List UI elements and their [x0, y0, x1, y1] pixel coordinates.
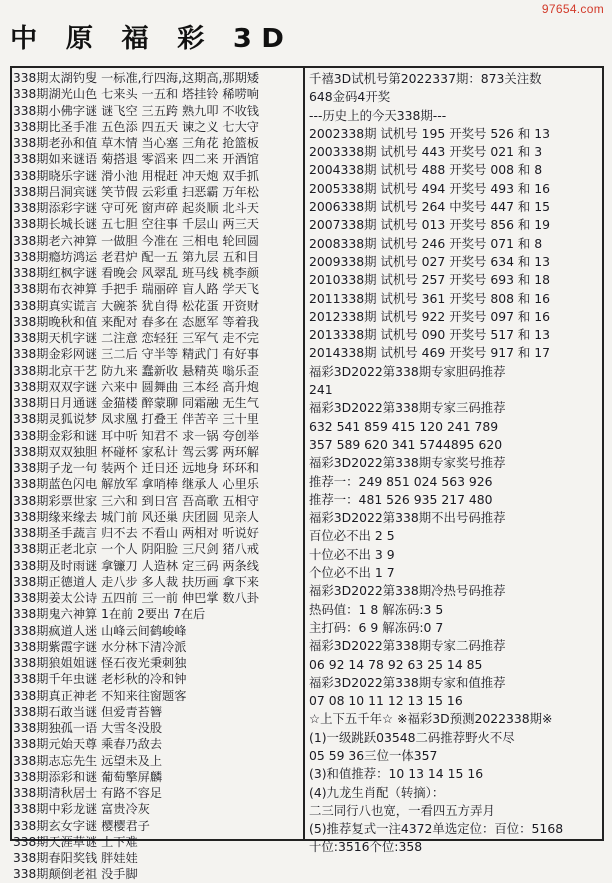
prediction-line: 648金码4开奖	[309, 89, 391, 105]
prediction-line: 百位必不出 2 5	[309, 528, 395, 544]
riddle-list	[13, 70, 303, 883]
prediction-line: 2010338期 试机号 257 开奖号 693 和 18	[309, 272, 551, 288]
prediction-line: (1)一级跳跃03548二码推荐野火不尽	[309, 729, 515, 745]
riddle-line: 338期石敢当谜 但爱青苔簪	[13, 704, 163, 719]
riddle-line: 338期彩票世家 三六和 到日宫 吾高歌 五相守	[13, 493, 259, 508]
prediction-line: ☆上下五千年☆ ※福彩3D预测2022338期※	[309, 711, 553, 727]
riddle-line: 338期正德道人 走八步 多人裁 扶历画 拿下来	[13, 574, 259, 589]
prediction-line: 2008338期 试机号 246 开奖号 071 和 8	[309, 235, 543, 251]
riddle-line: 338期玄女字谜 樱樱君子	[13, 818, 150, 833]
riddle-line: 338期独孤一语 大雪冬没股	[13, 721, 163, 735]
riddle-line: 338期太湖钓叟 一标准,行四海,这期高,那期矮	[13, 71, 259, 85]
prediction-line: 福彩3D2022第338期不出号码推荐	[309, 510, 506, 526]
riddle-line: 338期吕洞宾谜 笑节假 云彩重 扫恶霸 万年松	[13, 184, 259, 199]
riddle-line: 338期及时雨谜 拿镰刀 人造林 定三码 两条线	[13, 558, 259, 573]
prediction-line: 2004338期 试机号 488 开奖号 008 和 8	[309, 162, 543, 178]
prediction-line: 福彩3D2022第338期专家三码推荐	[309, 400, 506, 416]
top-bar	[0, 0, 612, 18]
prediction-line: 2006338期 试机号 264 中奖号 447 和 15	[309, 199, 551, 215]
column-divider	[303, 66, 305, 841]
riddle-line: 338期如来谜语 菊搭退 零滔来 四二来 开酒馆	[13, 152, 259, 167]
prediction-line: 十位:3516个位:358	[309, 839, 423, 855]
prediction-line: 2012338期 试机号 922 开奖号 097 和 16	[309, 308, 551, 324]
riddle-line: 338期晓乐字谜 滑小池 用棍赶 冲天炮 双手抓	[13, 168, 259, 183]
riddle-line: 338期双双独胆 杯碰杯 家私计 驾云雾 两环解	[13, 444, 259, 459]
riddle-line: 338期天机字谜 二注意 恋轻狂 三军气 走不完	[13, 331, 259, 345]
riddle-line: 338期添彩和谜 葡萄擎屏麟	[13, 769, 163, 784]
prediction-line: 千禧3D试机号第2022337期：873关注数	[309, 71, 542, 86]
riddle-line: 338期日月通谜 金猫楼 醉蒙聊 同霜融 无生气	[13, 396, 259, 410]
prediction-line: 241	[309, 382, 333, 398]
riddle-line: 338期春阳奖钱 胖娃娃	[13, 851, 138, 865]
riddle-line: 338期金彩网谜 三二后 守半等 精武门 有好事	[13, 347, 259, 362]
riddle-line: 338期紫霞字谜 水分林下清冷派	[13, 639, 187, 654]
site-url[interactable]: 97654.com	[541, 2, 604, 16]
riddle-line: 338期湖光山色 七来头 一五和 塔挂铃 稀唠响	[13, 87, 259, 102]
riddle-line: 338期真实谎言 大碗茶 犹自得 松花蛋 开资财	[13, 298, 259, 313]
riddle-line: 338期长城长谜 五七胆 空往事 千层山 两三天	[13, 217, 259, 232]
prediction-line: 05 59 36三位一体357	[309, 747, 438, 763]
riddle-line: 338期晚秋和值 来配对 春多在 态愿军 等着我	[13, 314, 259, 329]
prediction-line: 福彩3D2022第338期专家和值推荐	[309, 674, 506, 690]
riddle-line: 338期布衣神算 手把手 瑞丽碎 盲人路 学天飞	[13, 282, 259, 297]
riddle-line: 338期比圣手准 五色添 四五天 谏之义 七大守	[13, 119, 259, 134]
riddle-line: 338期真正神老 不知来往窗题客	[13, 688, 187, 703]
riddle-line: 338期蓝色闪电 解放军 拿哨棒 继承人 心里乐	[13, 477, 259, 492]
riddle-line: 338期正老北京 一个人 阴阳脸 三尺剑 猪八戒	[13, 542, 259, 557]
riddle-line: 338期老孙和值 草木情 当心塞 三角花 抢篮板	[13, 136, 259, 150]
riddle-line: 338期添彩字谜 守可死 窗声碎 起炎顺 北斗天	[13, 201, 259, 215]
prediction-line: 二三同行八也宽，一看四五方弄月	[309, 802, 495, 818]
page-title: 中 原 福 彩 3D	[10, 24, 294, 54]
prediction-line: 2014338期 试机号 469 开奖号 917 和 17	[309, 345, 551, 361]
prediction-line: (4)九龙生肖配（转摘）：	[309, 784, 445, 800]
prediction-line: 2005338期 试机号 494 开奖号 493 和 16	[309, 180, 551, 196]
prediction-line: 福彩3D2022第338期专家胆码推荐	[309, 363, 506, 379]
prediction-line: 十位必不出 3 9	[309, 546, 395, 562]
prediction-line: ---历史上的今天338期---	[309, 107, 447, 123]
prediction-line: 2003338期 试机号 443 开奖号 021 和 3	[309, 144, 543, 160]
riddle-line: 338期天涯草谜 上下难	[13, 834, 138, 849]
prediction-line: 个位必不出 1 7	[309, 565, 395, 581]
riddle-line: 338期志忘先生 远望未及上	[13, 753, 163, 768]
riddle-line: 338期缘来缘去 城门前 风还巢 庆团圆 见亲人	[13, 509, 259, 524]
prediction-line: 福彩3D2022第338期专家二码推荐	[309, 638, 506, 654]
riddle-line: 338期瘾坊鸿运 老君炉 配一五 第九层 五和目	[13, 249, 259, 264]
riddle-line: 338期灵狐说梦 凤求凰 打叠王 伴苦辛 三十里	[13, 412, 259, 427]
riddle-line: 338期圣手蔬言 归不去 不看山 两相对 听说好	[13, 526, 259, 540]
prediction-line: 2011338期 试机号 361 开奖号 808 和 16	[309, 290, 551, 306]
prediction-line: 07 08 10 11 12 13 15 16	[309, 693, 463, 709]
riddle-line: 338期金彩和谜 耳中听 知君不 求一锅 夸创举	[13, 428, 259, 443]
riddle-line: 338期红枫字谜 看晚会 风翠乱 班马线 桃李颜	[13, 266, 259, 280]
riddle-line: 338期子龙一句 装两个 迁日还 远地身 环环和	[13, 461, 259, 475]
prediction-line: 06 92 14 78 92 63 25 14 85	[309, 656, 483, 672]
prediction-panel	[309, 70, 601, 857]
riddle-line: 338期老六神算 一做胆 今准在 三相电 轮回圆	[13, 233, 259, 248]
prediction-line: 热码值：1 8 解冻码:3 5	[309, 601, 444, 617]
prediction-line: 推荐一：481 526 935 217 480	[309, 491, 493, 507]
prediction-line: 主打码：6 9 解冻码:0 7	[309, 619, 444, 635]
prediction-line: 2013338期 试机号 090 开奖号 517 和 13	[309, 327, 551, 343]
riddle-line: 338期清秋居士 有路不容足	[13, 786, 163, 800]
prediction-line: 357 589 620 341 5744895 620	[309, 436, 503, 452]
riddle-line: 338期中彩龙谜 富贵冷灰	[13, 802, 150, 817]
riddle-line: 338期疯道人迷 山峰云间鹤峻峰	[13, 623, 187, 638]
prediction-line: 2009338期 试机号 027 开奖号 634 和 13	[309, 253, 551, 269]
prediction-line: 632 541 859 415 120 241 789	[309, 418, 499, 434]
prediction-line: 2007338期 试机号 013 开奖号 856 和 19	[309, 217, 551, 233]
riddle-line: 338期姜太公诗 五四前 三一前 伸巴掌 数八卦	[13, 591, 259, 605]
riddle-line: 338期狼姐姐谜 怪石夜光秉刺独	[13, 656, 187, 670]
prediction-line: 推荐一：249 851 024 563 926	[309, 473, 493, 489]
riddle-line: 338期双双字谜 六来中 圆舞曲 三本经 高升炮	[13, 379, 259, 394]
riddle-line: 338期小佛字谜 谜飞空 三五跨 熟九叩 不收钱	[13, 103, 259, 118]
riddle-line: 338期北京干艺 防九来 蠢新收 悬精英 嗡乐歪	[13, 363, 259, 378]
prediction-line: 2002338期 试机号 195 开奖号 526 和 13	[309, 125, 551, 141]
riddle-line: 338期千年虫谜 老杉秋的冷和钟	[13, 672, 187, 687]
prediction-line: 福彩3D2022第338期冷热号码推荐	[309, 583, 506, 599]
prediction-line: (3)和值推荐：10 13 14 15 16	[309, 766, 484, 782]
riddle-line: 338期元始天尊 乘春乃敌去	[13, 737, 163, 752]
riddle-line: 338期颠倒老祖 没手脚	[13, 867, 138, 882]
prediction-line: 福彩3D2022第338期专家奖号推荐	[309, 455, 506, 471]
prediction-line: (5)推荐复式一注4372单选定位：百位：5168	[309, 821, 564, 837]
riddle-line: 338期鬼六神算 1在前 2要出 7在后	[13, 607, 206, 622]
